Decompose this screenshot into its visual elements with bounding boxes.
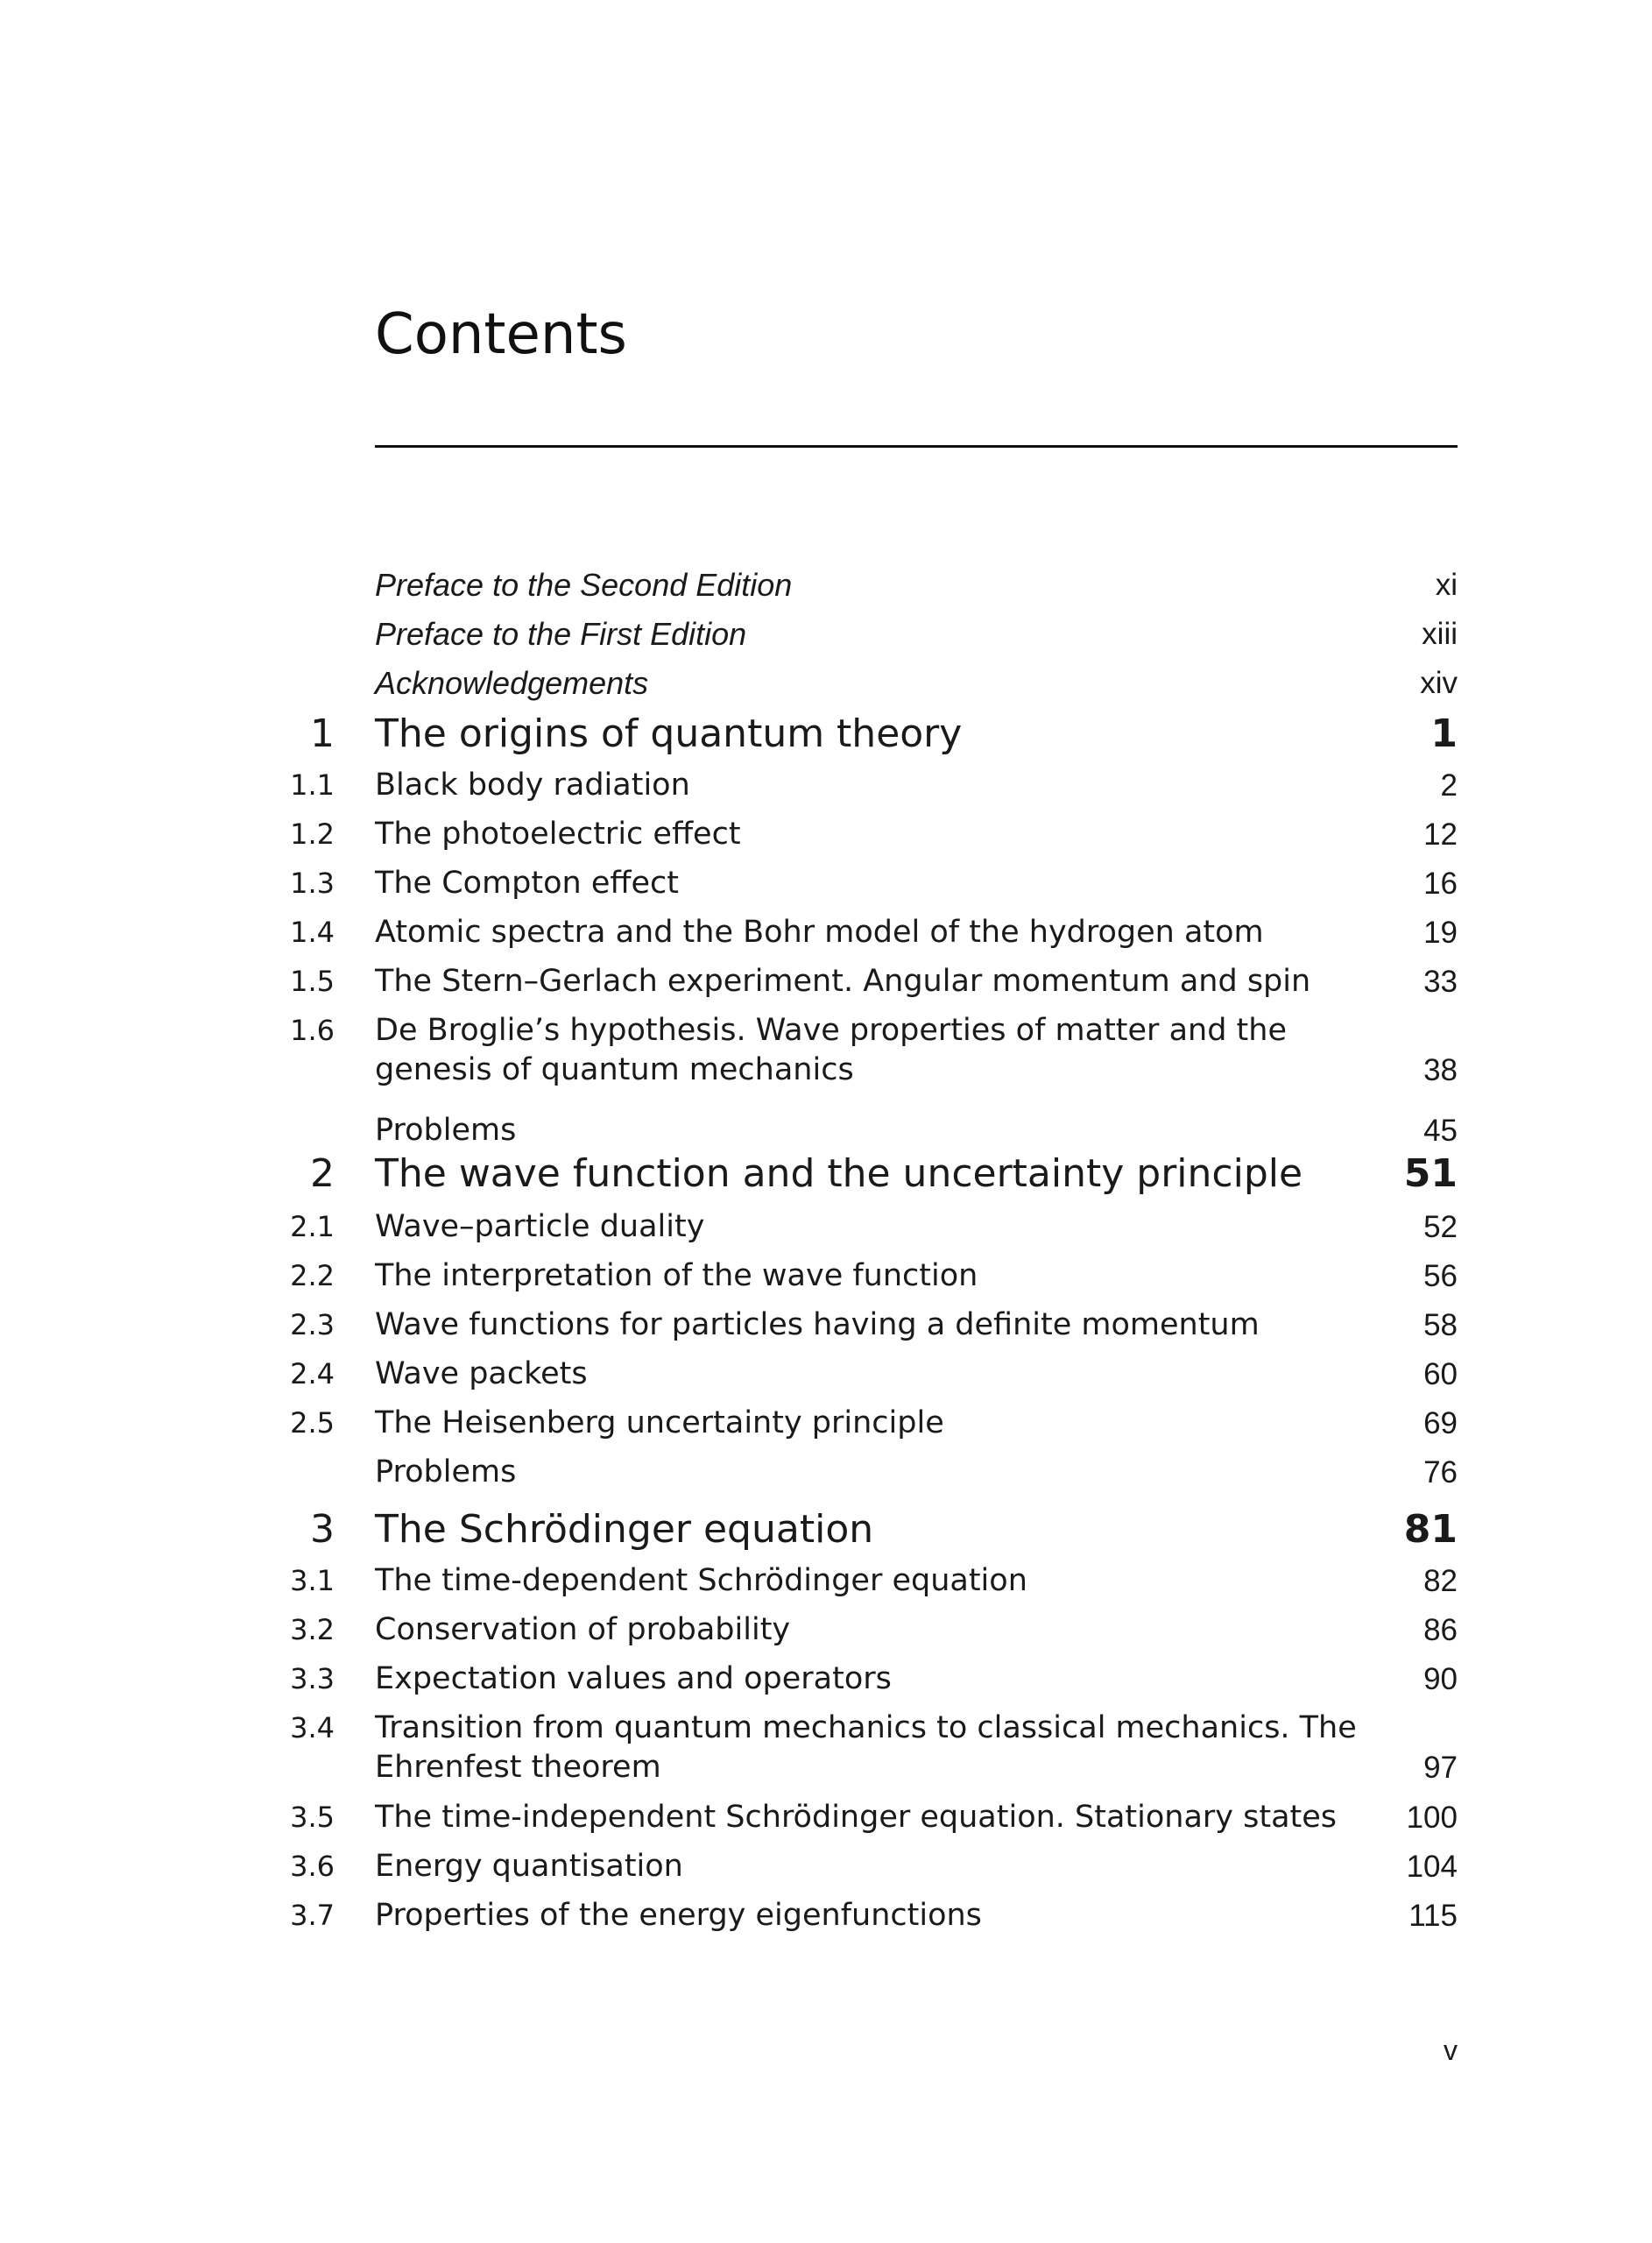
toc-entry-title [375, 1111, 1382, 1150]
toc-entry-title [375, 1709, 1382, 1787]
toc-entry-page: 97 [1423, 1751, 1458, 1785]
toc-entry-page: 86 [1423, 1613, 1458, 1647]
toc-entry-title [375, 913, 1382, 952]
toc-entry-title-line: Acknowledgements [375, 665, 649, 701]
toc-entry-title [375, 1011, 1382, 1090]
toc-entry-number: 3 [310, 1507, 335, 1552]
toc-entry-title-line: genesis of quantum mechanics [375, 1052, 854, 1087]
toc-entry-title [375, 1207, 1382, 1247]
toc-entry-title [375, 1404, 1382, 1443]
toc-entry-title [375, 708, 1382, 761]
toc-entry-title [375, 1659, 1382, 1699]
toc-entry-title-line: The time-dependent Schrödinger equation [375, 1563, 1027, 1598]
toc-entry-title-line: The interpretation of the wave function [375, 1258, 978, 1293]
toc-entry-page: 56 [1423, 1259, 1458, 1293]
toc-entry-page: 58 [1423, 1308, 1458, 1342]
toc-entry-page: 60 [1423, 1357, 1458, 1391]
toc-entry-number: 3.4 [290, 1711, 335, 1744]
toc-entry-page: 33 [1423, 965, 1458, 999]
toc-entry-page: 81 [1403, 1507, 1458, 1552]
toc-entry-title-line: Wave packets [375, 1356, 588, 1391]
toc-entry-title-line: Atomic spectra and the Bohr model of the hydrogen atom [375, 915, 1264, 950]
toc-entry-number: 2.2 [290, 1259, 335, 1292]
toc-entry-title [375, 1148, 1382, 1200]
toc-entry-title [375, 1610, 1382, 1650]
toc-entry-title-line: The Stern–Gerlach experiment. Angular momentum and spin [375, 964, 1311, 999]
toc-entry-title-line: Black body radiation [375, 768, 690, 803]
toc-entry-number: 3.5 [290, 1801, 335, 1834]
toc-entry-number: 1.2 [290, 817, 335, 851]
toc-entry-title-line: Properties of the energy eigenfunctions [375, 1898, 982, 1933]
toc-entry-page: 82 [1423, 1564, 1458, 1598]
toc-entry-title [375, 1256, 1382, 1296]
toc-entry-title [375, 864, 1382, 903]
title-rule [375, 445, 1458, 448]
toc-entry-number: 1.1 [290, 768, 335, 802]
toc-entry-page: 69 [1423, 1406, 1458, 1440]
toc-entry-title-line: The Schrödinger equation [375, 1507, 874, 1552]
toc-entry-number: 2.4 [290, 1357, 335, 1390]
toc-entry-number: 1.4 [290, 916, 335, 949]
toc-entry-title [375, 659, 1382, 708]
toc-entry-number: 1 [310, 711, 335, 756]
toc-entry-page: 16 [1423, 867, 1458, 901]
toc-entry-number: 3.3 [290, 1662, 335, 1695]
toc-entry-title [375, 1798, 1382, 1837]
toc-entry-page: 2 [1440, 768, 1458, 803]
toc-entry-title [375, 610, 1382, 659]
toc-entry-number: 3.1 [290, 1564, 335, 1597]
toc-entry-title-line: Wave–particle duality [375, 1209, 705, 1244]
toc-entry-title [375, 1453, 1382, 1492]
toc-entry-number: 1.3 [290, 867, 335, 900]
toc-entry-title-line: The origins of quantum theory [375, 711, 963, 756]
toc-entry-title-line: The wave function and the uncertainty principle [375, 1151, 1303, 1196]
toc-entry-page: 115 [1408, 1899, 1458, 1933]
toc-entry-title [375, 1305, 1382, 1345]
toc-entry-title-line: Conservation of probability [375, 1612, 791, 1647]
toc-entry-title-line: Energy quantisation [375, 1849, 683, 1884]
toc-entry-title-line: Problems [375, 1454, 517, 1489]
toc-entry-number: 1.5 [290, 965, 335, 998]
toc-entry-title [375, 1504, 1382, 1556]
toc-entry-page: 52 [1423, 1210, 1458, 1244]
toc-entry-title [375, 1355, 1382, 1394]
toc-entry-title [375, 1896, 1382, 1935]
toc-entry-number: 3.6 [290, 1850, 335, 1883]
toc-entry-title [375, 1847, 1382, 1886]
toc-entry-page: 12 [1423, 817, 1458, 852]
toc-entry-title-line: The Heisenberg uncertainty principle [375, 1405, 944, 1440]
toc-entry-page: 19 [1423, 916, 1458, 950]
toc-entry-title-line: De Broglie’s hypothesis. Wave properties of matter and the [375, 1013, 1287, 1048]
toc-entry-title-line: The time-independent Schrödinger equation. Stationary states [375, 1800, 1338, 1835]
toc-entry-title-line: Expectation values and operators [375, 1661, 892, 1696]
toc-entry-title [375, 1561, 1382, 1601]
toc-entry-page: 76 [1423, 1455, 1458, 1489]
page-folio: v [1444, 2034, 1458, 2066]
toc-entry-number: 3.7 [290, 1899, 335, 1932]
toc-entry-title [375, 815, 1382, 854]
toc-entry-number: 2.5 [290, 1406, 335, 1440]
toc-entry-title [375, 962, 1382, 1001]
toc-entry-title [375, 561, 1382, 610]
toc-entry-page: 45 [1423, 1114, 1458, 1148]
toc-entry-page: 104 [1406, 1850, 1458, 1884]
toc-entry-number: 2.1 [290, 1210, 335, 1243]
toc-entry-page: xiv [1420, 666, 1458, 700]
toc-entry-number: 3.2 [290, 1613, 335, 1646]
toc-entry-number: 1.6 [290, 1014, 335, 1047]
toc-entry-page: 38 [1423, 1053, 1458, 1087]
toc-entry-number: 2 [310, 1151, 335, 1196]
toc-entry-page: xiii [1422, 617, 1458, 651]
toc-entry-title-line: Preface to the Second Edition [375, 567, 793, 603]
toc-entry-title-line: The Compton effect [375, 866, 679, 901]
toc-entry-page: xi [1435, 568, 1458, 602]
toc-entry-page: 100 [1406, 1801, 1458, 1835]
toc-entry-number: 2.3 [290, 1308, 335, 1341]
toc-entry-page: 1 [1430, 711, 1458, 756]
toc-entry-title-line: The photoelectric effect [375, 817, 741, 852]
toc-entry-page: 51 [1403, 1151, 1458, 1196]
toc-entry-page: 90 [1423, 1662, 1458, 1696]
page-title: Contents [375, 302, 627, 367]
toc-entry-title-line: Problems [375, 1113, 517, 1148]
toc-entry-title-line: Preface to the First Edition [375, 616, 747, 652]
toc-entry-title-line: Transition from quantum mechanics to classical mechanics. The [375, 1710, 1357, 1745]
toc-entry-title-line: Ehrenfest theorem [375, 1750, 661, 1785]
toc-entry-title [375, 766, 1382, 805]
toc-entry-title-line: Wave functions for particles having a definite momentum [375, 1307, 1260, 1342]
